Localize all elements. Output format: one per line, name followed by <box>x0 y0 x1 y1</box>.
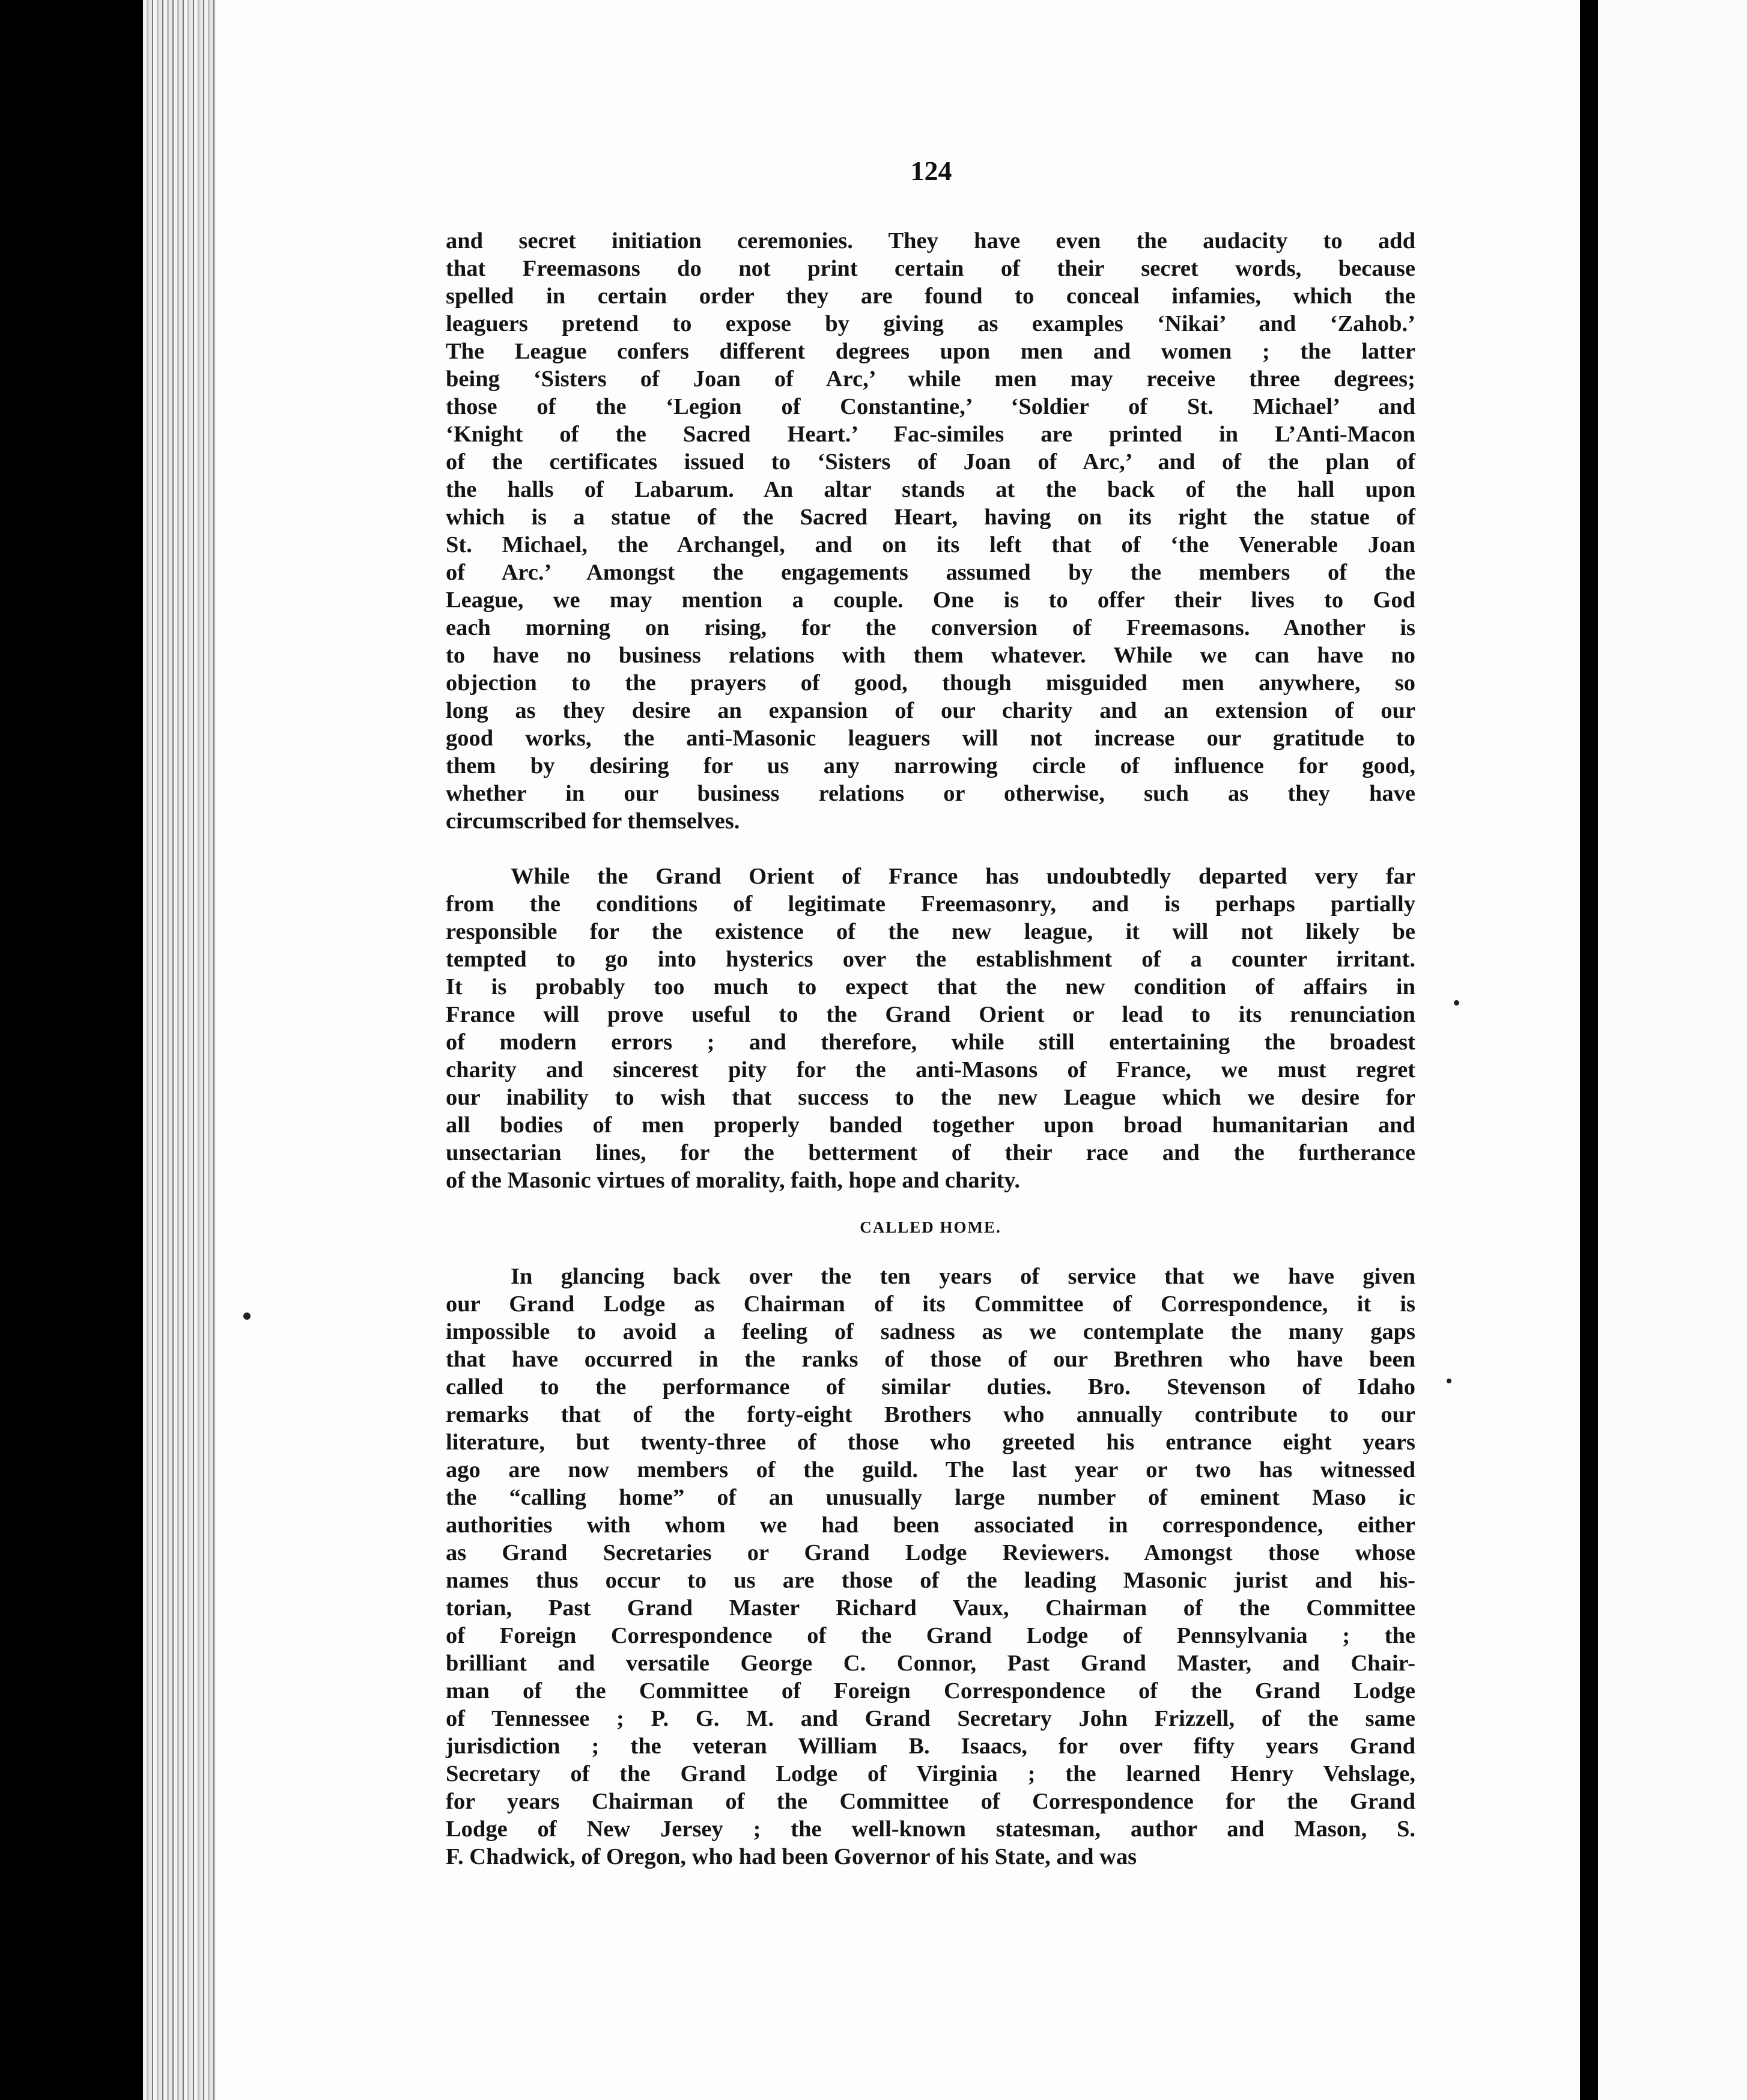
section-heading: CALLED HOME. <box>860 1218 1001 1236</box>
text-line: that have occurred in the ranks of those of our Brethren who have been <box>446 1347 1415 1372</box>
paragraph-gap <box>446 835 1415 863</box>
text-line: our Grand Lodge as Chairman of its Committee of Correspondence, it is <box>446 1291 1415 1317</box>
margin-speck <box>243 1312 251 1320</box>
text-line: of Tennessee ; P. G. M. and Grand Secretary John Frizzell, of the same <box>446 1706 1415 1731</box>
text-line: unsectarian lines, for the betterment of their race and the furtherance <box>446 1140 1415 1165</box>
text-line: jurisdiction ; the veteran William B. Isaacs, for over fifty years Grand <box>446 1734 1415 1759</box>
text-line: good works, the anti-Masonic leaguers will not increase our gratitude to <box>446 726 1415 751</box>
paragraph-2 <box>446 863 1415 1194</box>
text-line: each morning on rising, for the conversion of Freemasons. Another is <box>446 615 1415 640</box>
page-number: 124 <box>910 156 952 186</box>
text-line: F. Chadwick, of Oregon, who had been Governor of his State, and was <box>446 1844 1137 1869</box>
text-line: of Foreign Correspondence of the Grand Lodge of Pennsylvania ; the <box>446 1623 1415 1648</box>
page-body <box>446 227 1415 1871</box>
facing-page-edge <box>1598 0 1747 2100</box>
text-line: charity and sincerest pity for the anti-Masons of France, we must regret <box>446 1057 1415 1082</box>
text-line: literature, but twenty-three of those who greeted his entrance eight years <box>446 1430 1415 1455</box>
text-line: League, we may mention a couple. One is to offer their lives to God <box>446 587 1415 613</box>
text-line: spelled in certain order they are found to conceal infamies, which the <box>446 284 1415 309</box>
text-line: those of the ‘Legion of Constantine,’ ‘Soldier of St. Michael’ and <box>446 394 1415 419</box>
text-line: impossible to avoid a feeling of sadness as we contemplate the many gaps <box>446 1319 1415 1344</box>
text-line: of the Masonic virtues of morality, faith, hope and charity. <box>446 1168 1021 1193</box>
margin-speck <box>1447 1379 1451 1383</box>
text-line: circumscribed for themselves. <box>446 809 740 834</box>
text-line: Lodge of New Jersey ; the well-known statesman, author and Mason, S. <box>446 1816 1415 1842</box>
text-line: While the Grand Orient of France has undoubtedly departed very far <box>511 864 1415 889</box>
text-line: from the conditions of legitimate Freemasonry, and is perhaps partially <box>446 891 1415 917</box>
text-line: our inability to wish that success to the new League which we desire for <box>446 1085 1415 1110</box>
text-line: authorities with whom we had been associated in correspondence, either <box>446 1513 1415 1538</box>
text-line: called to the performance of similar duties. Bro. Stevenson of Idaho <box>446 1374 1415 1400</box>
text-line: man of the Committee of Foreign Correspondence of the Grand Lodge <box>446 1678 1415 1704</box>
text-line: long as they desire an expansion of our charity and an extension of our <box>446 698 1415 723</box>
paragraph-3 <box>446 1263 1415 1871</box>
text-line: ‘Knight of the Sacred Heart.’ Fac-similes are printed in L’Anti-Macon <box>446 422 1415 447</box>
text-line: and secret initiation ceremonies. They have even the audacity to add <box>446 228 1415 253</box>
text-line: ago are now members of the guild. The last year or two has witnessed <box>446 1457 1415 1482</box>
text-line: as Grand Secretaries or Grand Lodge Reviewers. Amongst those whose <box>446 1540 1415 1565</box>
margin-speck <box>1454 1000 1459 1006</box>
text-line: of Arc.’ Amongst the engagements assumed by the members of the <box>446 560 1415 585</box>
book-binding-edge <box>143 0 221 2100</box>
text-line: that Freemasons do not print certain of their secret words, because <box>446 256 1415 281</box>
text-line: the halls of Labarum. An altar stands at the back of the hall upon <box>446 477 1415 502</box>
text-line: all bodies of men properly banded together upon broad humanitarian and <box>446 1112 1415 1138</box>
text-line: of modern errors ; and therefore, while still entertaining the broadest <box>446 1030 1415 1055</box>
text-line: names thus occur to us are those of the leading Masonic jurist and his- <box>446 1568 1415 1593</box>
text-line: Secretary of the Grand Lodge of Virginia ; the learned Henry Vehslage, <box>446 1761 1415 1786</box>
text-line: It is probably too much to expect that the new condition of affairs in <box>446 974 1415 1000</box>
text-line: France will prove useful to the Grand Orient or lead to its renunciation <box>446 1002 1415 1027</box>
text-line: leaguers pretend to expose by giving as examples ‘Nikai’ and ‘Zahob.’ <box>446 311 1415 336</box>
text-line: whether in our business relations or otherwise, such as they have <box>446 781 1415 806</box>
page-gutter <box>1580 0 1598 2100</box>
text-line: to have no business relations with them whatever. While we can have no <box>446 643 1415 668</box>
paragraph-1 <box>446 227 1415 835</box>
text-line: for years Chairman of the Committee of Correspondence for the Grand <box>446 1789 1415 1814</box>
text-line: St. Michael, the Archangel, and on its left that of ‘the Venerable Joan <box>446 532 1415 557</box>
text-line: The League confers different degrees upon men and women ; the latter <box>446 339 1415 364</box>
text-line: responsible for the existence of the new league, it will not likely be <box>446 919 1415 944</box>
text-line: which is a statue of the Sacred Heart, having on its right the statue of <box>446 505 1415 530</box>
text-line: them by desiring for us any narrowing circle of influence for good, <box>446 753 1415 778</box>
text-line: being ‘Sisters of Joan of Arc,’ while men may receive three degrees; <box>446 366 1415 392</box>
text-line: objection to the prayers of good, though misguided men anywhere, so <box>446 670 1415 696</box>
text-line: torian, Past Grand Master Richard Vaux, Chairman of the Committee <box>446 1595 1415 1621</box>
text-line: brilliant and versatile George C. Connor, Past Grand Master, and Chair- <box>446 1651 1415 1676</box>
text-line: In glancing back over the ten years of service that we have given <box>511 1264 1415 1289</box>
text-line: remarks that of the forty-eight Brothers who annually contribute to our <box>446 1402 1415 1427</box>
text-line: the “calling home” of an unusually large number of eminent Maso ic <box>446 1485 1415 1510</box>
text-line: tempted to go into hysterics over the establishment of a counter irritant. <box>446 947 1415 972</box>
text-line: of the certificates issued to ‘Sisters of Joan of Arc,’ and of the plan of <box>446 449 1415 475</box>
